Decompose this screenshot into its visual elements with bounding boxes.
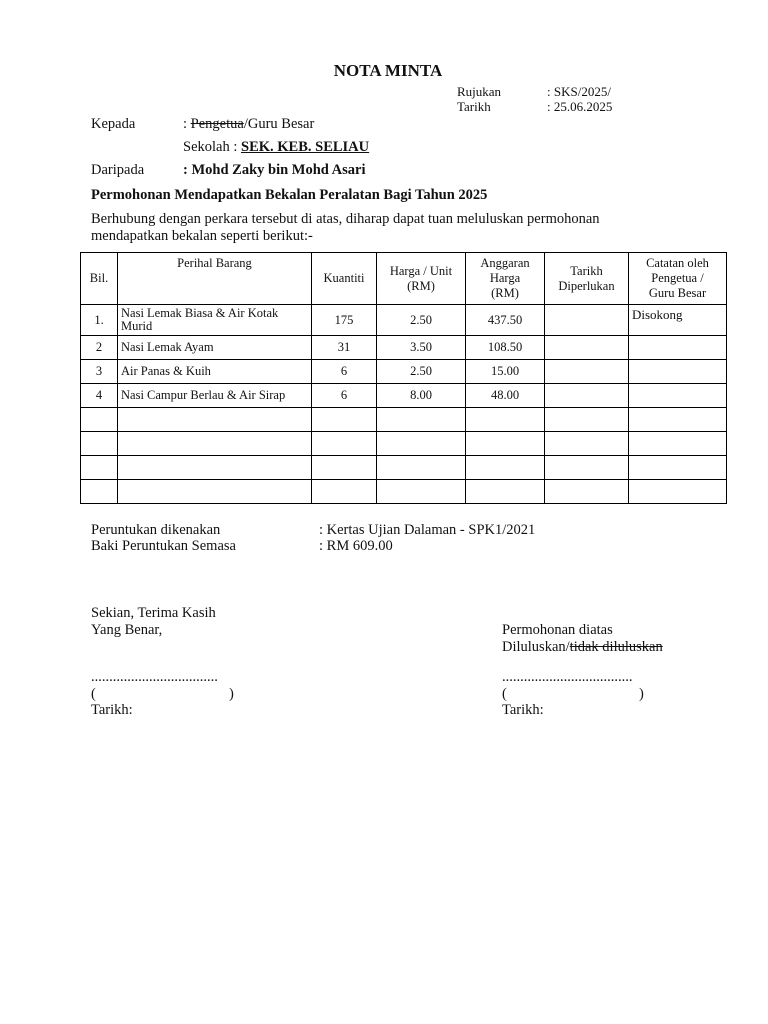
header-bil: Bil. (81, 253, 118, 305)
cell-perihal: Nasi Lemak Ayam (118, 336, 312, 360)
approval-struck-text: tidak diluluskan (569, 639, 663, 655)
header-kuantiti: Kuantiti (312, 253, 377, 305)
cell-anggaran (466, 432, 545, 456)
closing-line-2: Yang Benar, (91, 622, 163, 638)
cell-anggaran: 15.00 (466, 360, 545, 384)
kepada-rest: /Guru Besar (243, 116, 315, 132)
header-perihal: Perihal Barang (118, 253, 312, 305)
cell-perihal (118, 456, 312, 480)
cell-perihal: Nasi Lemak Biasa & Air Kotak Murid (118, 305, 312, 336)
cell-anggaran: 48.00 (466, 384, 545, 408)
cell-bil: 2 (81, 336, 118, 360)
cell-kuantiti: 6 (312, 384, 377, 408)
cell-tarikh (545, 480, 629, 504)
sekolah-line (183, 139, 369, 156)
intro-line-2: mendapatkan bekalan seperti berikut:- (91, 228, 313, 244)
sekolah-label: Sekolah : (183, 139, 241, 155)
signature-tarikh: Tarikh: (91, 702, 133, 718)
cell-perihal (118, 408, 312, 432)
kepada-value (183, 116, 314, 133)
cell-kuantiti: 31 (312, 336, 377, 360)
cell-harga: 3.50 (377, 336, 466, 360)
approval-paren-open: ( (502, 686, 507, 702)
header-anggaran: Anggaran Harga (RM) (466, 253, 545, 305)
cell-perihal (118, 432, 312, 456)
sekolah-value: SEK. KEB. SELIAU (241, 139, 370, 155)
approval-paren-close: ) (639, 686, 644, 702)
cell-catatan (629, 480, 727, 504)
cell-harga: 2.50 (377, 360, 466, 384)
cell-kuantiti: 175 (312, 305, 377, 336)
cell-catatan: Disokong (629, 305, 727, 336)
closing-line-1: Sekian, Terima Kasih (91, 605, 216, 621)
cell-perihal (118, 480, 312, 504)
cell-perihal: Air Panas & Kuih (118, 360, 312, 384)
cell-anggaran: 108.50 (466, 336, 545, 360)
kepada-label: Kepada (91, 116, 136, 132)
cell-tarikh (545, 432, 629, 456)
table-row (81, 336, 727, 360)
cell-kuantiti (312, 408, 377, 432)
table-header-row (81, 253, 727, 305)
approval-status (502, 639, 663, 656)
table-row (81, 432, 727, 456)
signature-paren-open: ( (91, 686, 96, 702)
cell-catatan (629, 384, 727, 408)
cell-bil: 1. (81, 305, 118, 336)
subject-line: Permohonan Mendapatkan Bekalan Peralatan Bagi Tahun 2025 (91, 187, 488, 203)
signature-dots: ................................... (91, 669, 218, 685)
header-catatan: Catatan oleh Pengetua / Guru Besar (629, 253, 727, 305)
tarikh-label: Tarikh (457, 99, 491, 114)
cell-kuantiti (312, 456, 377, 480)
cell-tarikh (545, 408, 629, 432)
table-row (81, 360, 727, 384)
cell-bil (81, 456, 118, 480)
approval-line-1: Permohonan diatas (502, 622, 613, 638)
cell-anggaran (466, 456, 545, 480)
rujukan-label: Rujukan (457, 84, 502, 99)
document-title: NOTA MINTA (333, 61, 443, 80)
items-table (80, 252, 727, 504)
baki-label: Baki Peruntukan Semasa (91, 538, 236, 554)
table-row (81, 480, 727, 504)
cell-harga: 8.00 (377, 384, 466, 408)
cell-harga (377, 456, 466, 480)
baki-value: : RM 609.00 (319, 538, 393, 554)
cell-catatan (629, 336, 727, 360)
cell-kuantiti (312, 432, 377, 456)
rujukan-value: : SKS/2025/ (547, 84, 611, 99)
approval-tarikh: Tarikh: (502, 702, 544, 718)
cell-catatan (629, 456, 727, 480)
cell-tarikh (545, 305, 629, 336)
cell-kuantiti: 6 (312, 360, 377, 384)
cell-bil: 4 (81, 384, 118, 408)
peruntukan-label: Peruntukan dikenakan (91, 522, 221, 538)
cell-kuantiti (312, 480, 377, 504)
cell-bil (81, 432, 118, 456)
cell-tarikh (545, 456, 629, 480)
cell-bil (81, 480, 118, 504)
table-row (81, 305, 727, 336)
cell-harga: 2.50 (377, 305, 466, 336)
signature-paren-close: ) (229, 686, 234, 702)
daripada-value: : Mohd Zaky bin Mohd Asari (183, 162, 366, 178)
header-tarikh: Tarikh Diperlukan (545, 253, 629, 305)
table-row (81, 408, 727, 432)
daripada-label: Daripada (91, 162, 145, 178)
cell-harga (377, 408, 466, 432)
kepada-colon: : (183, 116, 191, 132)
peruntukan-value: : Kertas Ujian Dalaman - SPK1/2021 (319, 522, 536, 538)
cell-anggaran: 437.50 (466, 305, 545, 336)
cell-harga (377, 432, 466, 456)
tarikh-value: : 25.06.2025 (547, 99, 613, 114)
intro-line-1: Berhubung dengan perkara tersebut di atas, diharap dapat tuan meluluskan permohonan (91, 211, 600, 227)
cell-anggaran (466, 408, 545, 432)
cell-tarikh (545, 384, 629, 408)
cell-bil: 3 (81, 360, 118, 384)
table-row (81, 384, 727, 408)
table-row (81, 456, 727, 480)
cell-bil (81, 408, 118, 432)
cell-catatan (629, 360, 727, 384)
cell-tarikh (545, 360, 629, 384)
cell-tarikh (545, 336, 629, 360)
approval-approved: Diluluskan/ (502, 639, 570, 655)
approval-dots: .................................... (502, 669, 633, 685)
kepada-struck-text: Pengetua (190, 116, 244, 132)
cell-anggaran (466, 480, 545, 504)
header-harga: Harga / Unit (RM) (377, 253, 466, 305)
cell-harga (377, 480, 466, 504)
cell-catatan (629, 432, 727, 456)
cell-perihal: Nasi Campur Berlau & Air Sirap (118, 384, 312, 408)
cell-catatan (629, 408, 727, 432)
